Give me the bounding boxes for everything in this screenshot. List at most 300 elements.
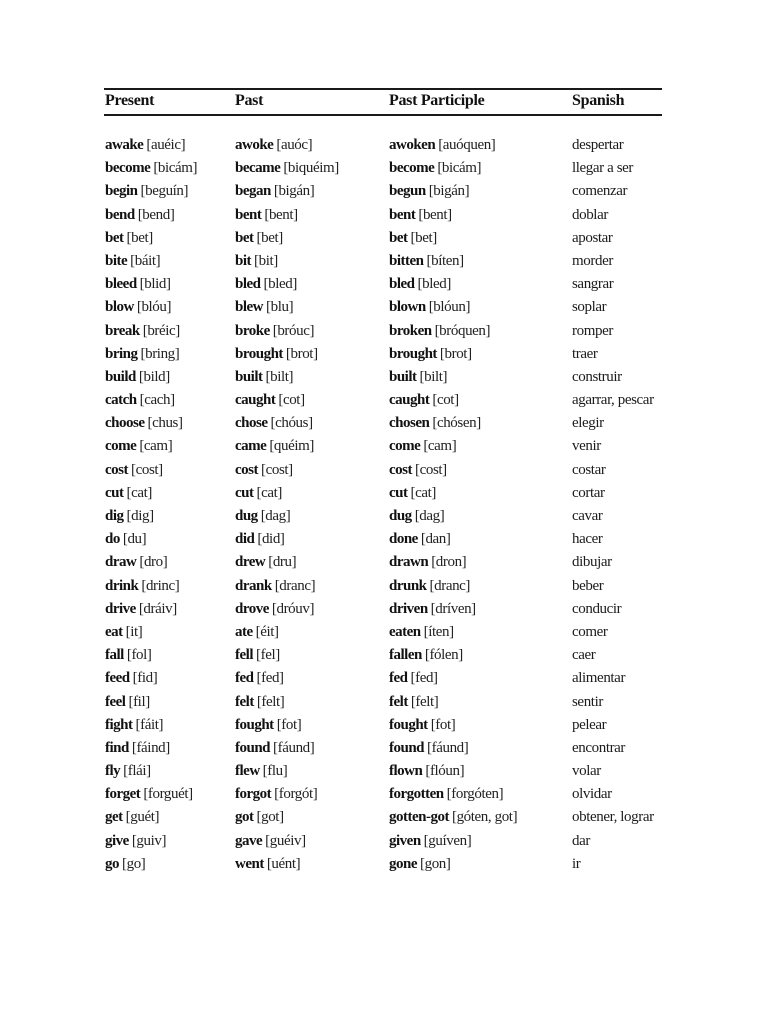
past-cell — [235, 251, 278, 272]
spanish-cell: elegir — [572, 415, 604, 432]
present-cell-word: fight — [105, 716, 133, 733]
past-cell-pronunciation: [felt] — [256, 693, 285, 710]
present-cell — [105, 321, 180, 342]
present-cell-pronunciation: [cat] — [126, 484, 152, 501]
past-participle-cell-word: done — [389, 531, 418, 548]
table-row — [0, 460, 768, 483]
past-participle-cell-word: dug — [389, 508, 412, 524]
past-participle-cell — [389, 297, 470, 318]
present-cell-word: dig — [105, 508, 124, 524]
past-participle-cell — [389, 599, 476, 620]
header-past: Past — [235, 92, 264, 109]
present-cell — [105, 529, 146, 550]
past-participle-cell — [389, 367, 447, 388]
past-participle-cell-pronunciation: [fáund] — [427, 739, 469, 756]
present-cell-word: catch — [105, 392, 137, 409]
spanish-cell: traer — [572, 345, 598, 362]
present-cell-word: bleed — [105, 276, 137, 293]
past-participle-cell-pronunciation: [fed] — [410, 670, 438, 687]
present-cell-pronunciation: [bild] — [138, 368, 170, 385]
past-cell — [235, 692, 284, 713]
past-cell-word: built — [235, 368, 263, 385]
past-cell-word: fed — [235, 670, 254, 687]
past-participle-cell-pronunciation: [guíven] — [423, 832, 472, 849]
past-participle-cell-pronunciation: [felt] — [410, 693, 439, 710]
past-cell — [235, 576, 315, 597]
past-participle-cell-pronunciation: [góten, got] — [451, 809, 518, 826]
past-participle-cell-pronunciation: [blóun] — [428, 299, 471, 316]
past-cell — [235, 344, 318, 365]
present-cell — [105, 622, 142, 643]
past-participle-cell-pronunciation: [bróquen] — [434, 322, 491, 339]
past-cell — [235, 738, 314, 759]
present-cell-pronunciation: [báit] — [130, 252, 161, 269]
present-cell-word: drink — [105, 577, 139, 594]
past-participle-cell — [389, 413, 481, 434]
present-cell-word: awake — [105, 137, 144, 153]
present-cell — [105, 205, 174, 226]
present-cell-pronunciation: [fid] — [132, 670, 158, 687]
past-participle-cell-pronunciation: [dríven] — [430, 600, 476, 617]
past-participle-cell-pronunciation: [dan] — [420, 531, 451, 548]
spanish-cell: llegar a ser — [572, 160, 633, 177]
past-participle-cell — [389, 738, 468, 759]
spanish-cell: cortar — [572, 484, 605, 501]
past-participle-cell — [389, 321, 490, 342]
table-row — [0, 135, 768, 158]
past-cell-pronunciation: [cost] — [261, 461, 293, 478]
present-cell-pronunciation: [bend] — [137, 206, 175, 223]
past-participle-cell-word: awoken — [389, 137, 436, 153]
past-participle-cell-pronunciation: [brot] — [439, 345, 472, 362]
header-spanish: Spanish — [572, 92, 625, 109]
past-cell — [235, 483, 282, 504]
table-row — [0, 784, 768, 807]
past-participle-cell-word: fed — [389, 670, 408, 687]
present-cell — [105, 228, 153, 249]
table-row — [0, 576, 768, 599]
past-participle-cell-pronunciation: [cat] — [410, 484, 436, 501]
table-row — [0, 274, 768, 297]
past-cell-word: broke — [235, 322, 270, 339]
spanish-cell: sentir — [572, 693, 603, 710]
past-participle-cell-pronunciation: [bent] — [418, 206, 452, 223]
past-participle-cell — [389, 645, 463, 666]
past-cell — [235, 854, 300, 875]
present-cell-pronunciation: [flái] — [123, 763, 151, 780]
past-cell-word: cut — [235, 484, 254, 501]
present-cell-pronunciation: [go] — [122, 855, 146, 872]
present-cell — [105, 460, 163, 481]
present-cell-pronunciation: [fáit] — [135, 716, 164, 733]
present-cell-word: eat — [105, 623, 123, 640]
past-cell — [235, 460, 293, 481]
spanish-cell: venir — [572, 438, 601, 455]
past-participle-cell-word: chosen — [389, 415, 430, 432]
present-cell-pronunciation: [chus] — [147, 415, 183, 432]
past-cell-word: caught — [235, 392, 276, 409]
present-cell-pronunciation: [auéic] — [146, 137, 186, 153]
present-cell-pronunciation: [guiv] — [131, 832, 167, 849]
table-row — [0, 668, 768, 691]
past-participle-cell-pronunciation: [cot] — [432, 392, 459, 409]
past-cell-pronunciation: [bled] — [263, 276, 297, 293]
past-cell-pronunciation: [dag] — [260, 508, 291, 524]
past-participle-cell-pronunciation: [gon] — [420, 855, 451, 872]
past-participle-cell — [389, 506, 444, 527]
past-participle-cell-word: found — [389, 739, 425, 756]
past-participle-cell — [389, 274, 451, 295]
past-participle-cell — [389, 228, 437, 249]
present-cell — [105, 761, 151, 782]
past-participle-cell — [389, 483, 436, 504]
past-cell-word: drank — [235, 577, 272, 594]
past-participle-cell-word: driven — [389, 600, 428, 617]
past-cell-pronunciation: [bilt] — [265, 368, 294, 385]
past-participle-cell-pronunciation: [bilt] — [419, 368, 448, 385]
past-participle-cell — [389, 854, 451, 875]
past-cell-pronunciation: [bróuc] — [272, 322, 315, 339]
table-row — [0, 344, 768, 367]
present-cell-word: do — [105, 531, 120, 548]
present-cell-pronunciation: [forguét] — [143, 786, 193, 803]
past-cell-word: got — [235, 809, 254, 826]
past-participle-cell — [389, 344, 472, 365]
present-cell-word: become — [105, 160, 151, 177]
past-participle-cell-pronunciation: [bigán] — [428, 183, 470, 200]
present-cell — [105, 599, 177, 620]
present-cell-word: build — [105, 368, 136, 385]
past-cell — [235, 135, 312, 156]
present-cell-word: fall — [105, 647, 124, 664]
past-cell-pronunciation: [forgót] — [274, 786, 318, 803]
past-participle-cell-pronunciation: [bicám] — [437, 160, 482, 177]
present-cell-pronunciation: [bet] — [126, 229, 153, 246]
present-cell — [105, 692, 150, 713]
past-participle-cell-word: brought — [389, 345, 437, 362]
spanish-cell: obtener, lograr — [572, 809, 654, 826]
spanish-cell: construir — [572, 368, 622, 385]
past-cell-pronunciation: [éit] — [255, 623, 279, 640]
present-cell-pronunciation: [bréic] — [142, 322, 180, 339]
present-cell — [105, 483, 152, 504]
table-row — [0, 367, 768, 390]
present-cell — [105, 831, 166, 852]
present-cell-word: break — [105, 322, 140, 339]
past-cell-word: became — [235, 160, 281, 177]
past-cell-word: bit — [235, 252, 252, 269]
past-cell-pronunciation: [blu] — [266, 299, 294, 316]
table-row — [0, 413, 768, 436]
past-participle-cell — [389, 668, 438, 689]
past-cell-word: bent — [235, 206, 262, 223]
past-participle-cell — [389, 205, 452, 226]
spanish-cell: despertar — [572, 137, 624, 153]
spanish-cell: agarrar, pescar — [572, 392, 654, 409]
spanish-cell: sangrar — [572, 276, 614, 293]
past-participle-cell — [389, 831, 471, 852]
past-participle-cell-pronunciation: [flóun] — [425, 763, 465, 780]
past-cell-word: bled — [235, 276, 261, 293]
present-cell — [105, 807, 159, 828]
past-cell-pronunciation: [bigán] — [273, 183, 315, 200]
present-cell-word: bet — [105, 229, 124, 246]
header-past-participle: Past Participle — [389, 92, 485, 109]
present-cell — [105, 436, 172, 457]
past-cell-pronunciation: [fáund] — [273, 739, 315, 756]
spanish-cell: costar — [572, 461, 606, 478]
past-participle-cell-word: flown — [389, 763, 423, 780]
past-cell-word: awoke — [235, 137, 274, 153]
past-cell — [235, 668, 284, 689]
spanish-cell: encontrar — [572, 739, 626, 756]
present-cell-word: choose — [105, 415, 145, 432]
past-participle-cell — [389, 622, 454, 643]
spanish-cell: dibujar — [572, 554, 612, 571]
table-row — [0, 854, 768, 877]
table-row — [0, 390, 768, 413]
past-participle-cell-pronunciation: [íten] — [423, 623, 454, 640]
spanish-cell: caer — [572, 647, 596, 664]
past-cell-pronunciation: [cat] — [256, 484, 282, 501]
table-row — [0, 807, 768, 830]
past-cell — [235, 807, 284, 828]
past-cell-word: brought — [235, 345, 283, 362]
past-cell-word: gave — [235, 832, 263, 849]
past-participle-cell-word: eaten — [389, 623, 421, 640]
present-cell-pronunciation: [fol] — [126, 647, 152, 664]
past-cell — [235, 599, 314, 620]
table-top-rule — [104, 88, 662, 90]
table-row — [0, 738, 768, 761]
present-cell — [105, 367, 170, 388]
past-cell — [235, 529, 285, 550]
present-cell-word: feed — [105, 670, 130, 687]
table-row — [0, 715, 768, 738]
past-cell-pronunciation: [biquéim] — [283, 160, 339, 177]
past-cell-pronunciation: [bet] — [256, 229, 283, 246]
present-cell-pronunciation: [dro] — [139, 554, 168, 571]
present-cell-pronunciation: [guét] — [125, 809, 160, 826]
past-participle-cell-pronunciation: [forgóten] — [446, 786, 504, 803]
spanish-cell: alimentar — [572, 670, 626, 687]
past-participle-cell-word: begun — [389, 183, 426, 200]
past-cell-pronunciation: [chóus] — [270, 415, 313, 432]
past-cell — [235, 390, 305, 411]
past-participle-cell-word: drunk — [389, 577, 427, 594]
present-cell — [105, 344, 179, 365]
past-cell-pronunciation: [dru] — [268, 554, 297, 571]
past-cell — [235, 205, 298, 226]
present-cell — [105, 390, 175, 411]
table-row — [0, 297, 768, 320]
present-cell-word: bend — [105, 206, 135, 223]
past-participle-cell-pronunciation: [dron] — [431, 554, 467, 571]
past-participle-cell — [389, 390, 459, 411]
present-cell-pronunciation: [dig] — [126, 508, 154, 524]
present-cell — [105, 506, 154, 527]
past-cell — [235, 413, 313, 434]
present-cell-pronunciation: [fáind] — [131, 739, 170, 756]
past-cell-word: fought — [235, 716, 274, 733]
past-cell-pronunciation: [flu] — [262, 763, 288, 780]
past-participle-cell-word: blown — [389, 299, 426, 316]
past-participle-cell — [389, 436, 456, 457]
past-cell — [235, 228, 283, 249]
past-cell — [235, 158, 339, 179]
past-cell-word: chose — [235, 415, 268, 432]
past-cell — [235, 552, 296, 573]
past-cell — [235, 784, 317, 805]
past-cell — [235, 321, 314, 342]
past-cell-pronunciation: [got] — [256, 809, 284, 826]
past-participle-cell-word: become — [389, 160, 435, 177]
table-row — [0, 529, 768, 552]
spanish-cell: olvidar — [572, 786, 612, 803]
present-cell-word: get — [105, 809, 123, 826]
present-cell-pronunciation: [drinc] — [141, 577, 180, 594]
table-row — [0, 483, 768, 506]
present-cell-word: fly — [105, 763, 121, 780]
past-participle-cell — [389, 761, 464, 782]
spanish-cell: dar — [572, 832, 590, 849]
table-row — [0, 622, 768, 645]
present-cell-pronunciation: [cost] — [131, 461, 163, 478]
spanish-cell: soplar — [572, 299, 607, 316]
present-cell-pronunciation: [cam] — [139, 438, 173, 455]
table-row — [0, 645, 768, 668]
past-cell-word: felt — [235, 693, 254, 710]
present-cell-pronunciation: [fil] — [128, 693, 150, 710]
table-row — [0, 692, 768, 715]
present-cell — [105, 181, 188, 202]
past-cell — [235, 436, 314, 457]
past-participle-cell-pronunciation: [bet] — [410, 229, 437, 246]
past-participle-cell — [389, 158, 481, 179]
present-cell-pronunciation: [beguín] — [140, 183, 189, 200]
spanish-cell: doblar — [572, 206, 608, 223]
verb-table-body — [0, 135, 768, 877]
past-participle-cell-word: broken — [389, 322, 432, 339]
header-bottom-rule — [104, 114, 662, 116]
spanish-cell: comer — [572, 623, 608, 640]
past-cell — [235, 274, 297, 295]
past-participle-cell-word: given — [389, 832, 421, 849]
past-participle-cell — [389, 715, 455, 736]
present-cell — [105, 738, 170, 759]
spanish-cell: pelear — [572, 716, 607, 733]
present-cell-word: draw — [105, 554, 137, 571]
present-cell-pronunciation: [bring] — [140, 345, 180, 362]
header-present: Present — [105, 92, 155, 109]
past-cell-pronunciation: [dróuv] — [271, 600, 315, 617]
past-participle-cell-pronunciation: [cam] — [423, 438, 457, 455]
past-participle-cell-pronunciation: [fólen] — [424, 647, 463, 664]
past-cell — [235, 622, 279, 643]
past-cell-pronunciation: [did] — [257, 531, 285, 548]
present-cell — [105, 297, 171, 318]
present-cell — [105, 413, 183, 434]
past-cell-pronunciation: [bit] — [254, 252, 278, 269]
present-cell — [105, 715, 163, 736]
past-participle-cell — [389, 576, 470, 597]
past-participle-cell-pronunciation: [cost] — [415, 461, 447, 478]
past-participle-cell-word: caught — [389, 392, 430, 409]
present-cell-word: forget — [105, 786, 141, 803]
past-cell-word: drove — [235, 600, 269, 617]
present-cell-pronunciation: [du] — [122, 531, 147, 548]
table-row — [0, 552, 768, 575]
present-cell-pronunciation: [cach] — [139, 392, 175, 409]
past-participle-cell — [389, 807, 517, 828]
past-cell-pronunciation: [auóc] — [276, 137, 313, 153]
table-row — [0, 436, 768, 459]
past-cell-pronunciation: [dranc] — [274, 577, 316, 594]
present-cell-pronunciation: [dráiv] — [138, 600, 177, 617]
present-cell-word: go — [105, 855, 119, 872]
past-participle-cell-word: fought — [389, 716, 428, 733]
present-cell-word: bite — [105, 252, 128, 269]
present-cell — [105, 576, 179, 597]
past-participle-cell — [389, 251, 464, 272]
present-cell-word: find — [105, 739, 129, 756]
past-participle-cell — [389, 135, 495, 156]
table-row — [0, 506, 768, 529]
present-cell-word: cut — [105, 484, 124, 501]
past-participle-cell-word: bled — [389, 276, 415, 293]
present-cell-word: bring — [105, 345, 138, 362]
past-cell-word: blew — [235, 299, 263, 316]
present-cell — [105, 784, 193, 805]
present-cell-word: feel — [105, 693, 126, 710]
present-cell-word: begin — [105, 183, 138, 200]
past-cell-pronunciation: [fel] — [256, 647, 280, 664]
present-cell-word: drive — [105, 600, 136, 617]
past-cell — [235, 181, 314, 202]
past-cell-word: ate — [235, 623, 253, 640]
spanish-cell: hacer — [572, 531, 603, 548]
past-participle-cell-word: built — [389, 368, 417, 385]
spanish-cell: comenzar — [572, 183, 628, 200]
present-cell — [105, 274, 171, 295]
spanish-cell: conducir — [572, 600, 622, 617]
past-cell — [235, 715, 301, 736]
past-participle-cell-word: cut — [389, 484, 408, 501]
table-row — [0, 181, 768, 204]
past-participle-cell-word: forgotten — [389, 786, 444, 803]
past-participle-cell — [389, 784, 503, 805]
present-cell — [105, 251, 160, 272]
past-participle-cell-word: fallen — [389, 647, 422, 664]
present-cell — [105, 158, 197, 179]
spanish-cell: morder — [572, 252, 613, 269]
table-row — [0, 251, 768, 274]
table-row — [0, 205, 768, 228]
table-row — [0, 761, 768, 784]
table-row — [0, 321, 768, 344]
past-cell-pronunciation: [guéiv] — [265, 832, 306, 849]
past-cell — [235, 297, 293, 318]
present-cell — [105, 854, 145, 875]
past-cell-word: forgot — [235, 786, 272, 803]
present-cell-pronunciation: [blid] — [139, 276, 171, 293]
past-cell-word: began — [235, 183, 271, 200]
past-cell-pronunciation: [uént] — [266, 855, 301, 872]
past-participle-cell — [389, 529, 451, 550]
past-participle-cell — [389, 460, 447, 481]
past-cell — [235, 831, 306, 852]
past-cell-pronunciation: [bent] — [264, 206, 298, 223]
